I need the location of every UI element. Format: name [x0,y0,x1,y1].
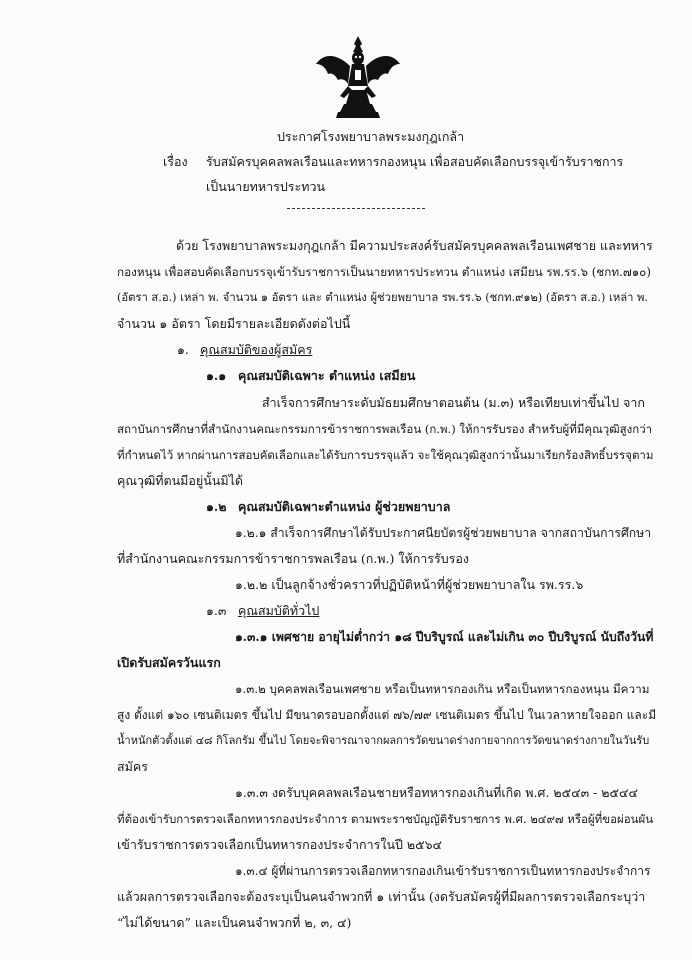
paragraph-line: ๑.๓.๔ ผู้ที่ผ่านการตรวจเลือกทหารกองเกินเข้ารับราชการเป็นทหารกองประจำการ [235,864,651,878]
paragraph-line: เปิดรับสมัครวันแรก [117,655,221,670]
paragraph-line: คุณวุฒิที่ตนมีอยู่นั้นมิได้ [117,473,243,488]
paragraph-line: สูง ตั้งแต่ ๑๖๐ เซนติเมตร ขึ้นไป มีขนาดรอบอกตั้งแต่ ๗๖/๗๙ เซนติเมตร ขึ้นไป ในเวลาหายใจออก และมี [117,708,657,722]
garuda-emblem-icon [314,34,402,120]
paragraph-line: ๑.๓.๒ บุคคลพลเรือนเพศชาย หรือเป็นทหารกองเกิน หรือเป็นทหารกองหนุน มีความ [235,682,650,696]
paragraph-line: ๑.๓.๓ งดรับบุคคลพลเรือนชายหรือทหารกองเกินที่เกิด พ.ศ. ๒๕๔๓ - ๒๕๔๔ [235,785,638,800]
paragraph-line: ที่ต้องเข้ารับการตรวจเลือกทหารกองประจำการ ตามพระราชบัญญัติรับราชการ พ.ศ. ๒๔๙๗ หรือผู้ที่ขอผ่อนผัน [117,812,654,826]
paragraph-line: ๑.๒.๑ สำเร็จการศึกษาได้รับประกาศนียบัตรผู้ช่วยพยาบาล จากสถาบันการศึกษา [235,526,652,540]
paragraph-line: ๑.๒.๒ เป็นลูกจ้างชั่วคราวที่ปฏิบัติหน้าที่ผู้ช่วยพยาบาลใน รพ.รร.๖ [235,577,584,592]
section-1-2-number: ๑.๒ [206,499,227,514]
paragraph-line: สำเร็จการศึกษาระดับมัธยมศึกษาตอนต้น (ม.๓) หรือเทียบเท่าขึ้นไป จาก [262,395,645,410]
paragraph-line: ที่สำนักงานคณะกรรมการข้าราชการพลเรือน (ก.พ.) ให้การรับรอง [117,551,469,566]
paragraph-line: สถาบันการศึกษาที่สำนักงานคณะกรรมการข้าราชการพลเรือน (ก.พ.) ให้การรับรอง สำหรับผู้ที่มีคุณวุฒิสูงกว่า [117,422,653,436]
section-1-1-heading: คุณสมบัติเฉพาะ ตำแหน่ง เสมียน [238,368,416,383]
intro-line: จำนวน ๑ อัตรา โดยมีรายละเอียดดังต่อไปนี้ [117,316,351,331]
section-1-heading: คุณสมบัติของผู้สมัคร [200,342,313,357]
section-1-1-number: ๑.๑ [206,368,227,383]
subject-line-1: รับสมัครบุคคลพลเรือนและทหารกองหนุน เพื่อสอบคัดเลือกบรรจุเข้ารับราชการ [206,154,624,169]
paragraph-line: สมัคร [117,759,148,774]
subject-label: เรื่อง [163,154,188,169]
section-1-number: ๑. [177,342,189,357]
intro-line: กองหนุน เพื่อสอบคัดเลือกบรรจุเข้ารับราชการเป็นนายทหารประทวน ตำแหน่ง เสมียน รพ.รร.๖ (ชกท.๗๑๐) [117,265,651,279]
paragraph-line: แล้วผลการตรวจเลือกจะต้องระบุเป็นคนจำพวกที่ ๑ เท่านั้น (งดรับสมัครผู้ที่มีผลการตรวจเลือกระบุว่า [117,889,646,904]
section-1-3-heading: คุณสมบัติทั่วไป [238,603,320,618]
paragraph-line: ๑.๓.๑ เพศชาย อายุไม่ต่ำกว่า ๑๘ ปีบริบูรณ์ และไม่เกิน ๓๐ ปีบริบูรณ์ นับถึงวันที่ [235,629,654,644]
section-1-2-heading: คุณสมบัติเฉพาะตำแหน่ง ผู้ช่วยพยาบาล [238,499,451,514]
paragraph-line: น้ำหนักตัวตั้งแต่ ๔๘ กิโลกรัม ขึ้นไป โดยจะพิจารณาจากผลการวัดขนาดร่างกายจากการวัดขนาดร่างกายในวันรับ [117,734,650,747]
paragraph-line: เข้ารับราชการตรวจเลือกเป็นทหารกองประจำการในปี ๒๕๖๔ [117,837,442,852]
paragraph-line: “ไม่ได้ขนาด” และเป็นคนจำพวกที่ ๒, ๓, ๔) [117,915,352,930]
announcement-title: ประกาศโรงพยาบาลพระมงกุฎเกล้า [277,129,465,144]
intro-line: ด้วย โรงพยาบาลพระมงกุฎเกล้า มีความประสงค์รับสมัครบุคคลพลเรือนเพศชาย และทหาร [176,238,653,253]
paragraph-line: ที่กำหนดไว้ หากผ่านการสอบคัดเลือกและได้รับการบรรจุแล้ว จะใช้คุณวุฒิสูงกว่านั้นมาเรียกร้องสิทธิ์บรรจุตาม [117,448,654,462]
subject-line-2: เป็นนายทหารประทวน [206,179,326,194]
divider-dashed [287,208,425,209]
intro-line: (อัตรา ส.อ.) เหล่า พ. จำนวน ๑ อัตรา และ ตำแหน่ง ผู้ช่วยพยาบาล รพ.รร.๖ (ชกท.๙๑๒) (อัตรา ส.อ.) เหล่า พ. [117,291,649,304]
section-1-3-number: ๑.๓ [206,603,227,618]
